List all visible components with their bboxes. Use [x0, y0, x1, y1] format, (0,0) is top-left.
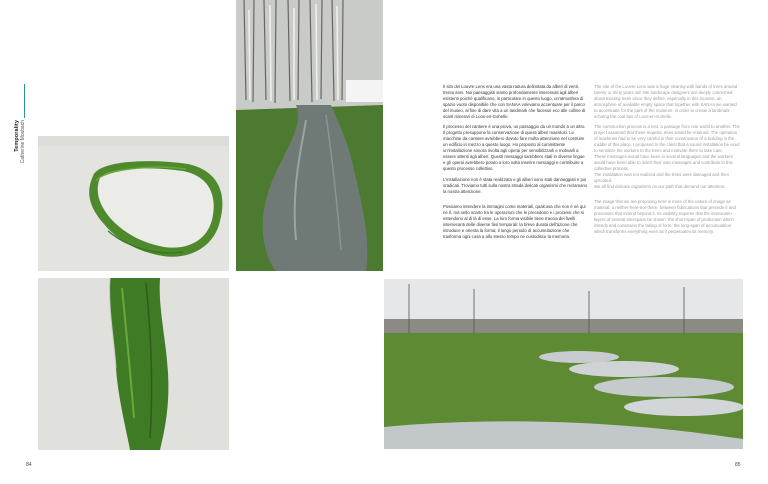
italian-paragraph-1: Il sito del Louvre Lens era una vasta radura delimitata da alberi di venti, trenta anni. Noi paesaggisti siamo profondamente interessati agli alberi esistenti poiché qualificano, in particolare in questo luogo, un'atmosfera di spazio vuoto disponibile che con SANAA volevamo accentuare per il parco del museo, al fine di dare vita a un landmark che facesse eco alle colline di scarti minerari di Loos-en-Gohelle. — [443, 84, 586, 119]
english-text-column — [594, 84, 741, 240]
author-name: Catherine Mosbach — [20, 120, 26, 164]
section-title: Temporality — [14, 120, 20, 152]
english-paragraph-6: The image that we are proposing here is more of the nature of image as material, a neither-here-nor-there, between fabrications that precede it and processes that extend beyond it. Its visibility requires that the interwoven layers of several timespans be shown: the short-span of production which intends and constrains the taking of form; the long-span of accumulation which transforms everything even as it perpetuates its memory. — [594, 199, 736, 234]
english-paragraph-1: The site of the Louvre Lens was a huge clearing with bands of trees around twenty or thirty years old. We landscape designers are deeply concerned about existing trees since they define, especially in this location, an atmosphere of available empty space that together with SANAA we wanted to accentuate for the park of the museum, in order to create a landmark echoing the coal tips of Loos-en-Gohelle. — [594, 84, 738, 119]
photo-grass-strip — [38, 278, 229, 450]
italian-text-column — [443, 84, 588, 245]
italian-paragraph-2: Il processo del cantiere è una prova, un passaggio da un mondo a un altro. Il progetto presuppone la conservazione di questi alberi maestosi. Le macchine da cantiere avrebbero dovuto fare molta attenzione nel costruire un edificio in mezzo a questo luogo. Ho proposto al committente un'installazione sonora rivolta agli operai per sensibilizzarli e motivarli a essere attenti agli alberi. Questi messaggi sarebbero stati in diverse lingue e gli operai avrebbero potuto a loro volta inserire messaggi e contribuire a questo processo collettivo. — [443, 124, 586, 171]
english-paragraph-5: We all find delicate organisms on our path that demand our attention. — [594, 183, 726, 189]
english-paragraph-4: The installation was not realized and the trees were damaged and then uprooted. — [594, 171, 729, 183]
english-paragraph-3: These messages would have been in several languages and the workers would have been able to insert their own messages and contribute to this collective process. — [594, 153, 733, 171]
english-paragraph-2: The construction process is a test, a passage from one world to another. The project assumed that these majestic trees would be retained. The operation of machines had to be very careful in their construction of a building in the middle of this place. I proposed to the client that a sound installation be used to sensitize the workers to the trees and motivate them to take care. — [594, 124, 740, 154]
italian-paragraph-4: Possiamo intendere la immagini come materiali, qualcosa che non è né qui né lì, mà nello scarto tra le operazioni che le precedono e i processi che si estendono al di là di esse. La loro forma visibile tiene traccia dei livelli intersecanti delle diverse fasi temporali: la breve durata dell'azione che introduce e orienta la forma; il lungo periodo di accumulazione che trasforma ogni cosa a allo stesso tempo ne custodisce la memoria. — [443, 204, 586, 239]
italian-paragraph-3: L'installazione non è stata realizzata e gli alberi sono stati danneggiati e poi sradicati. Troviamo tutti sulla nostra strada delicati organismi che reclamano la nostra attenzione. — [443, 176, 588, 194]
page-number-right: 85 — [735, 462, 741, 468]
photo-flooded-lawn — [384, 279, 743, 449]
photo-grass-oval — [38, 136, 229, 271]
side-label — [14, 120, 24, 210]
photo-flooded-path — [236, 0, 383, 271]
page-number-left: 84 — [26, 462, 32, 468]
side-accent-bar — [24, 84, 25, 118]
